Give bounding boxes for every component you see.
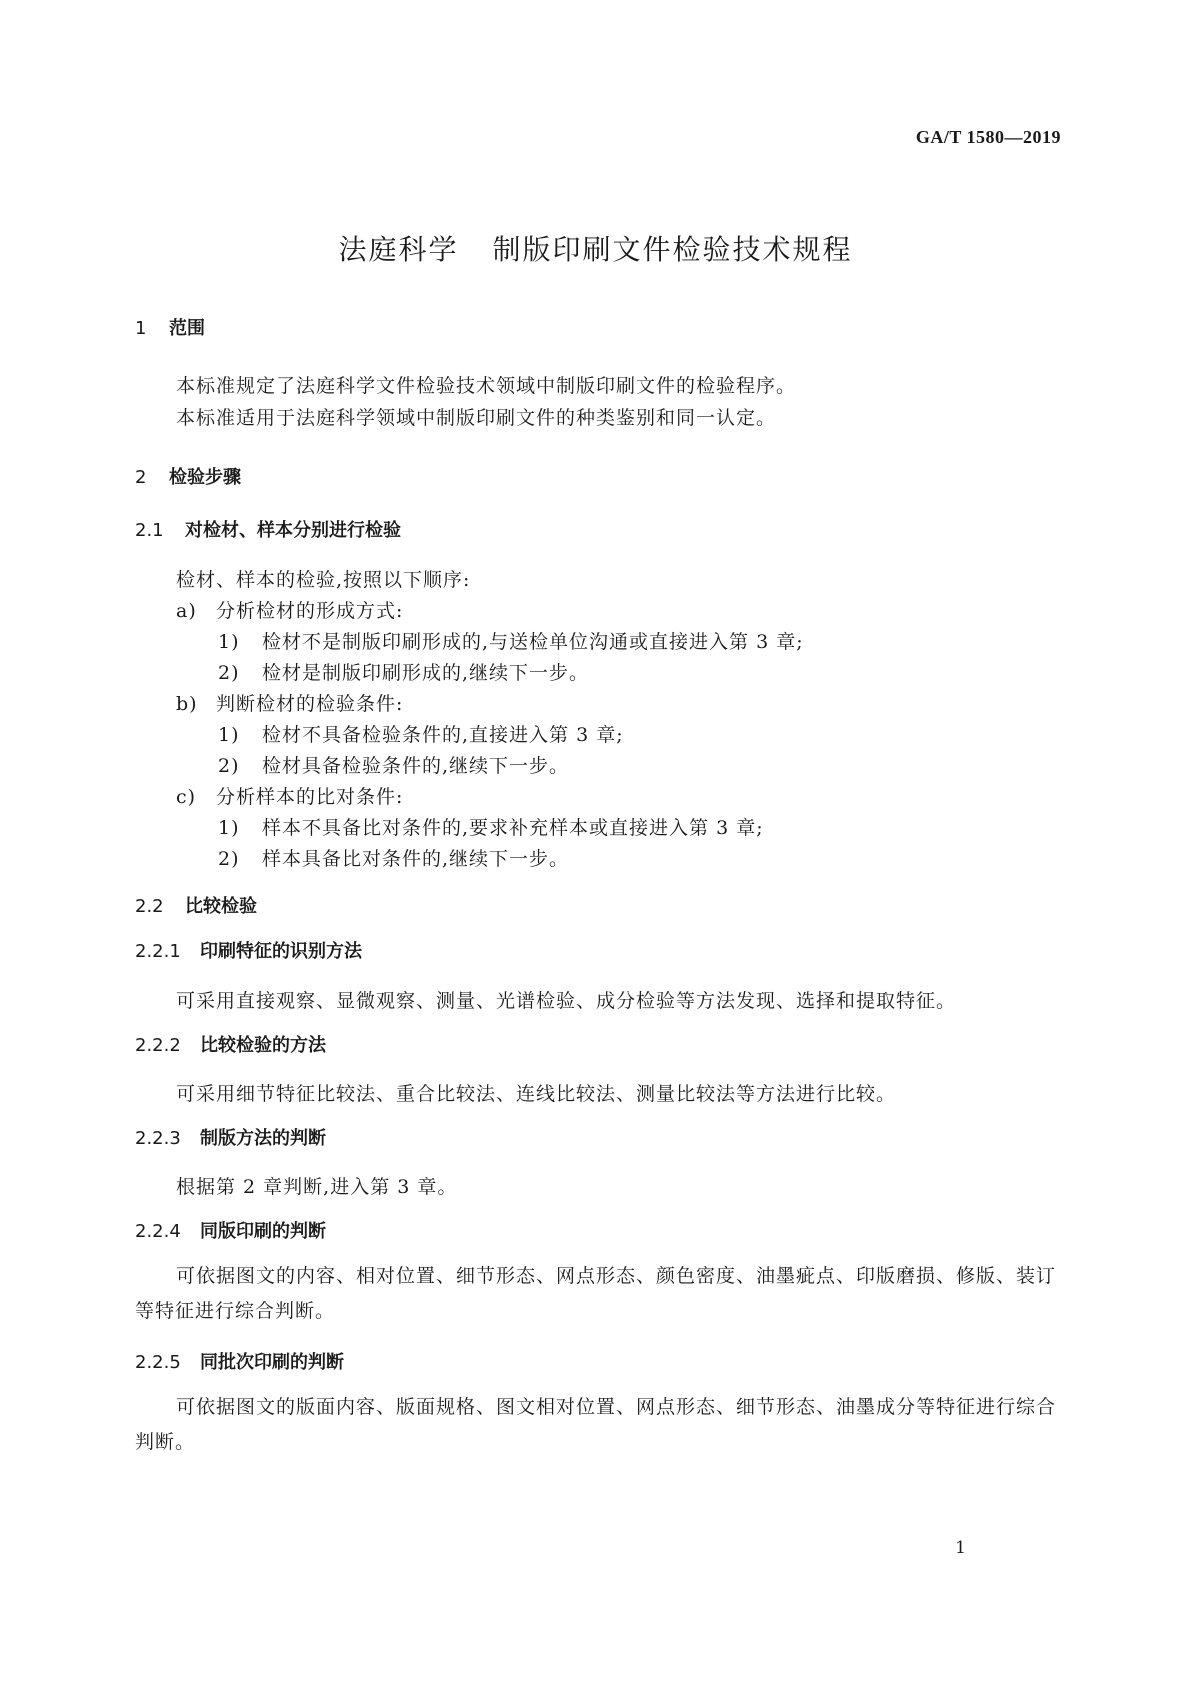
section-2-2-5-text: 可依据图文的版面内容、版面规格、图文相对位置、网点形态、细节形态、油墨成分等特征进行综合判断。	[135, 1396, 1057, 1453]
list-marker: 1)	[218, 631, 240, 653]
list-marker: 2)	[218, 848, 240, 870]
section-2-2-4-text: 可依据图文的内容、相对位置、细节形态、网点形态、颜色密度、油墨疵点、印版磨损、修版、装订等特征进行综合判断。	[135, 1265, 1057, 1322]
list-item-b	[176, 689, 403, 716]
section-title: 检验步骤	[169, 467, 241, 488]
list-item-b-2	[218, 751, 569, 778]
list-item-text: 检材不具备检验条件的,直接进入第 3 章;	[262, 724, 624, 746]
procedure-intro: 检材、样本的检验,按照以下顺序:	[176, 569, 471, 591]
list-marker: b)	[176, 693, 198, 715]
section-number: 2.1	[135, 520, 164, 541]
scope-paragraph-2: 本标准适用于法庭科学领域中制版印刷文件的种类鉴别和同一认定。	[176, 407, 777, 429]
section-number: 1	[135, 318, 147, 339]
list-item-text: 分析检材的形成方式:	[216, 600, 404, 622]
section-title: 范围	[169, 318, 205, 339]
list-marker: c)	[176, 786, 197, 808]
list-item-text: 判断检材的检验条件:	[216, 693, 404, 715]
standard-code: GA/T 1580—2019	[915, 127, 1061, 147]
section-2-2-2-text: 可采用细节特征比较法、重合比较法、连线比较法、测量比较法等方法进行比较。	[176, 1083, 897, 1105]
list-item-a	[176, 596, 403, 623]
scope-paragraph-1: 本标准规定了法庭科学文件检验技术领域中制版印刷文件的检验程序。	[176, 375, 797, 397]
section-number: 2.2	[135, 896, 164, 917]
section-title: 比较检验	[185, 896, 257, 917]
section-number: 2.2.1	[135, 941, 181, 962]
section-number: 2.2.2	[135, 1035, 181, 1056]
list-item-a-1	[218, 627, 804, 654]
section-title: 比较检验的方法	[200, 1035, 326, 1056]
section-2-2-1-text: 可采用直接观察、显微观察、测量、光谱检验、成分检验等方法发现、选择和提取特征。	[176, 990, 957, 1012]
title-part-2: 制版印刷文件检验技术规程	[492, 233, 853, 266]
list-marker: 1)	[218, 817, 240, 839]
list-marker: 2)	[218, 755, 240, 777]
section-2-1-heading	[135, 516, 401, 542]
list-item-a-2	[218, 658, 589, 685]
list-item-c	[176, 782, 403, 809]
section-1-heading	[135, 314, 205, 340]
list-item-text: 样本具备比对条件的,继续下一步。	[262, 848, 570, 870]
section-number: 2.2.5	[135, 1352, 181, 1373]
section-2-2-3-text: 根据第 2 章判断,进入第 3 章。	[176, 1176, 458, 1198]
title-part-1: 法庭科学	[338, 233, 459, 266]
section-title: 对检材、样本分别进行检验	[185, 520, 401, 541]
list-item-text: 检材不是制版印刷形成的,与送检单位沟通或直接进入第 3 章;	[262, 631, 804, 653]
document-title	[0, 228, 1191, 268]
section-2-2-3-heading	[135, 1124, 326, 1150]
list-marker: 2)	[218, 662, 240, 684]
section-2-2-5-heading	[135, 1348, 344, 1374]
section-title: 同版印刷的判断	[200, 1221, 326, 1242]
list-item-text: 分析样本的比对条件:	[216, 786, 404, 808]
list-item-b-1	[218, 720, 624, 747]
section-2-heading	[135, 463, 241, 489]
section-number: 2	[135, 467, 147, 488]
section-2-2-2-heading	[135, 1031, 326, 1057]
page-number: 1	[955, 1538, 966, 1558]
list-marker: a)	[176, 600, 197, 622]
section-2-2-heading	[135, 892, 257, 918]
section-number: 2.2.3	[135, 1128, 181, 1149]
list-item-c-1	[218, 813, 764, 840]
list-item-text: 样本不具备比对条件的,要求补充样本或直接进入第 3 章;	[262, 817, 764, 839]
list-item-text: 检材是制版印刷形成的,继续下一步。	[262, 662, 590, 684]
section-title: 制版方法的判断	[200, 1128, 326, 1149]
list-marker: 1)	[218, 724, 240, 746]
section-number: 2.2.4	[135, 1221, 181, 1242]
section-2-2-1-heading	[135, 937, 362, 963]
list-item-text: 检材具备检验条件的,继续下一步。	[262, 755, 570, 777]
list-item-c-2	[218, 844, 569, 871]
section-title: 同批次印刷的判断	[200, 1352, 344, 1373]
section-2-2-4-heading	[135, 1217, 326, 1243]
section-title: 印刷特征的识别方法	[200, 941, 362, 962]
